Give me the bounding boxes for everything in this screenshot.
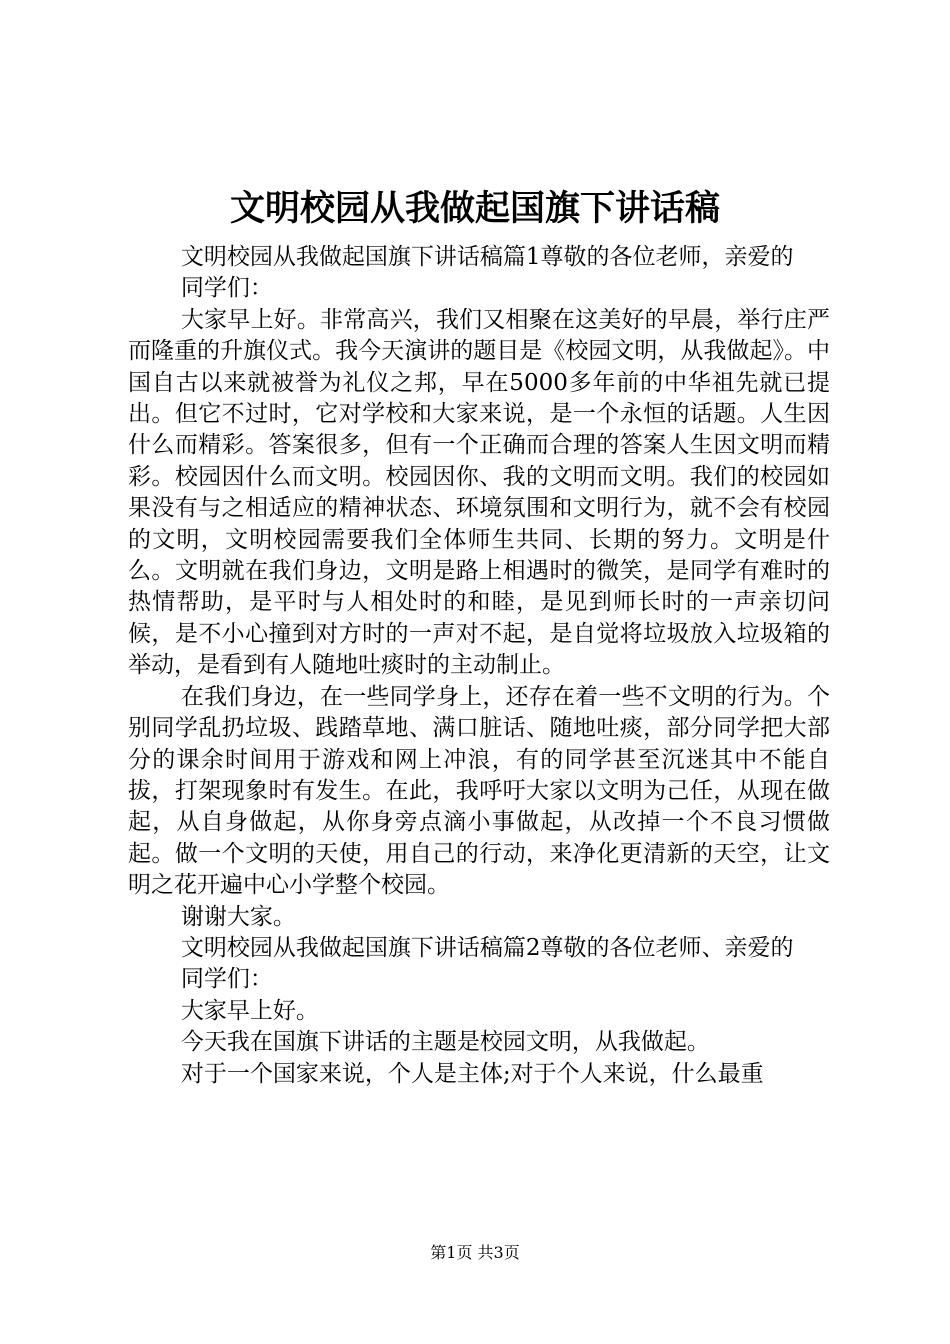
document-title: 文明校园从我做起国旗下讲话稿 (229, 188, 720, 229)
body-paragraph: 在我们身边，在一些同学身上，还存在着一些不文明的行为。个别同学乱扔垃圾、践踏草地、满口脏话、随地吐痰，部分同学把大部分的课余时间用于游戏和网上冲浪，有的同学甚至沉迷其中不能自拔，打架现象时有发生。在此，我呼吁大家以文明为己任，从现在做起，从自身做起，从你身旁点滴小事做起，从改掉一个不良习惯做起。做一个文明的天使，用自己的行动，来净化更清新的天空，让文明之花开遍中心小学整个校园。 (128, 683, 830, 899)
body-paragraph: 文明校园从我做起国旗下讲话稿篇2尊敬的各位老师、亲爱的 (180, 934, 794, 961)
body-paragraph: 今天我在国旗下讲话的主题是校园文明，从我做起。 (180, 1029, 710, 1056)
body-paragraph: 同学们： (180, 275, 273, 302)
body-paragraph: 谢谢大家。 (180, 903, 296, 930)
body-paragraph: 同学们： (180, 966, 273, 993)
body-paragraph: 大家早上好。非常高兴，我们又相聚在这美好的早晨，举行庄严而隆重的升旗仪式。我今天演讲的题目是《校园文明，从我做起》。中国自古以来就被誉为礼仪之邦，早在5000多年前的中华祖先就已提出。但它不过时，它对学校和大家来说，是一个永恒的话题。人生因什么而精彩。答案很多，但有一个正确而合理的答案人生因文明而精彩。校园因什么而文明。校园因你、我的文明而文明。我们的校园如果没有与之相适应的精神状态、环境氛围和文明行为，就不会有校园的文明，文明校园需要我们全体师生共同、长期的努力。文明是什么。文明就在我们身边，文明是路上相遇时的微笑，是同学有难时的热情帮助，是平时与人相处时的和睦，是见到师长时的一声亲切问候，是不小心撞到对方时的一声对不起，是自觉将垃圾放入垃圾箱的举动，是看到有人随地吐痰时的主动制止。 (128, 306, 830, 679)
document-body (128, 242, 830, 1090)
page-footer: 第1页 共3页 (430, 1243, 520, 1262)
body-paragraph: 对于一个国家来说，个人是主体;对于个人来说，什么最重 (180, 1060, 764, 1087)
body-paragraph: 文明校园从我做起国旗下讲话稿篇1尊敬的各位老师，亲爱的 (180, 244, 794, 270)
body-paragraph: 大家早上好。 (180, 997, 319, 1024)
